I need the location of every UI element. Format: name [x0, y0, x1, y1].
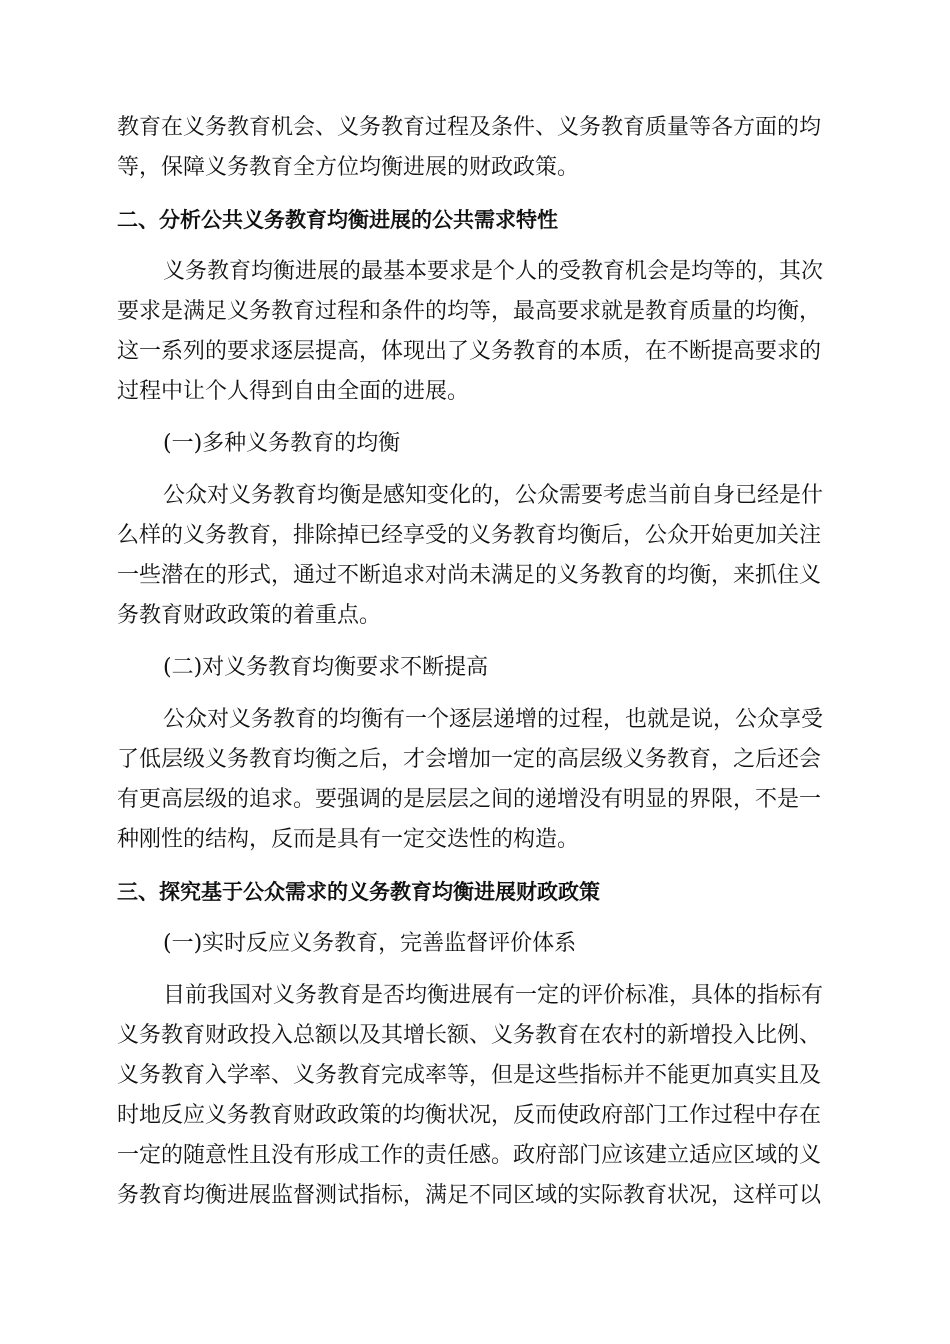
- text-line: 务教育均衡进展监督测试指标，满足不同区域的实际教育状况，这样可以: [117, 1183, 822, 1208]
- text-line: 了低层级义务教育均衡之后，才会增加一定的高层级义务教育，之后还会: [117, 747, 822, 772]
- document-page: [117, 108, 833, 1228]
- text-line: 公众对义务教育的均衡有一个逐层递增的过程，也就是说，公众享受: [163, 707, 824, 732]
- text-line: 种刚性的结构，反而是具有一定交迭性的构造。: [117, 827, 580, 852]
- subsection-heading-2-2: (二)对义务教育均衡要求不断提高: [163, 655, 489, 680]
- text-line: 务教育财政政策的着重点。: [117, 603, 382, 628]
- paragraph-subsection-2-1: [117, 476, 833, 636]
- text-line: 义务教育均衡进展的最基本要求是个人的受教育机会是均等的，其次: [163, 259, 824, 284]
- text-line: 等，保障义务教育全方位均衡进展的财政政策。: [117, 155, 580, 180]
- text-line: 一定的随意性且没有形成工作的责任感。政府部门应该建立适应区域的义: [117, 1143, 822, 1168]
- text-line: 时地反应义务教育财政政策的均衡状况，反而使政府部门工作过程中存在: [117, 1103, 822, 1128]
- text-line: 这一系列的要求逐层提高，体现出了义务教育的本质，在不断提高要求的: [117, 339, 822, 364]
- paragraph-intro-continued: [117, 108, 833, 188]
- text-line: 过程中让个人得到自由全面的进展。: [117, 379, 470, 404]
- text-line: 义务教育财政投入总额以及其增长额、义务教育在农村的新增投入比例、: [117, 1023, 822, 1048]
- section-heading-3: 三、探究基于公众需求的义务教育均衡进展财政政策: [117, 880, 600, 904]
- text-line: 公众对义务教育均衡是感知变化的，公众需要考虑当前自身已经是什: [163, 483, 824, 508]
- text-line: 教育在义务教育机会、义务教育过程及条件、义务教育质量等各方面的均: [117, 115, 822, 140]
- subsection-heading-2-1: (一)多种义务教育的均衡: [163, 431, 401, 456]
- text-line: 有更高层级的追求。要强调的是层层之间的递增没有明显的界限，不是一: [117, 787, 822, 812]
- subsection-heading-3-1: (一)实时反应义务教育，完善监督评价体系: [163, 931, 577, 956]
- text-line: 么样的义务教育，排除掉已经享受的义务教育均衡后，公众开始更加关注: [117, 523, 822, 548]
- section-heading-2: 二、分析公共义务教育均衡进展的公共需求特性: [117, 208, 558, 232]
- text-line: 一些潜在的形式，通过不断追求对尚未满足的义务教育的均衡，来抓住义: [117, 563, 822, 588]
- text-line: 要求是满足义务教育过程和条件的均等，最高要求就是教育质量的均衡，: [117, 299, 822, 324]
- paragraph-section-2: [117, 252, 833, 412]
- paragraph-subsection-2-2: [117, 700, 833, 860]
- paragraph-subsection-3-1: [117, 976, 833, 1216]
- text-line: 目前我国对义务教育是否均衡进展有一定的评价标准，具体的指标有: [163, 983, 824, 1008]
- text-line: 义务教育入学率、义务教育完成率等，但是这些指标并不能更加真实且及: [117, 1063, 822, 1088]
